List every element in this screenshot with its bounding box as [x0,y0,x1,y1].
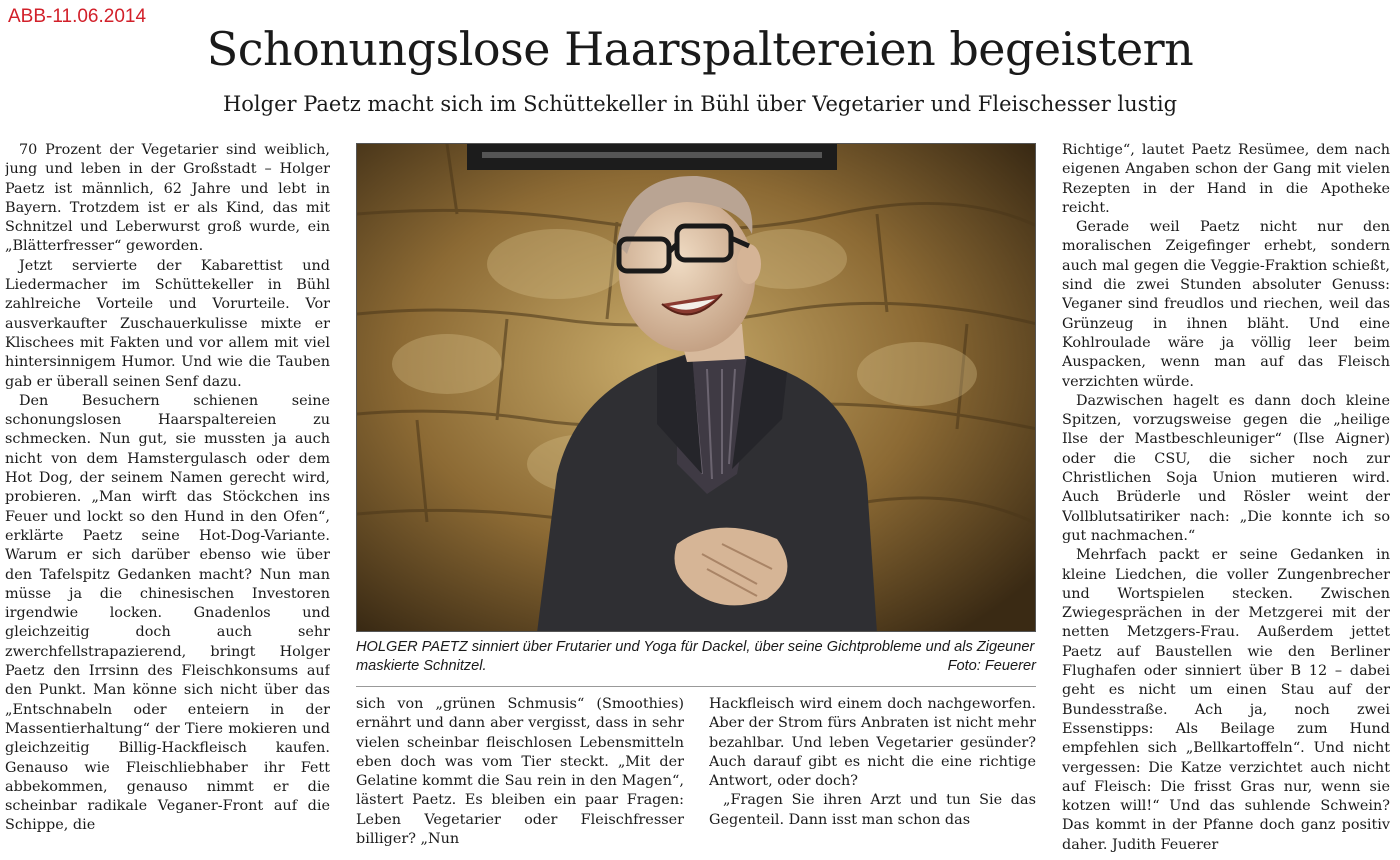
article-column-2 [356,695,684,855]
paragraph: Mehrfach packt er seine Gedanken in kleine Liedchen, die voller Zungenbrecher und Wortspielen stecken. Zwischen Zwiegesprächen in der Metzgerei mit der netten Metzgers-Frau. Außerdem jettet Paetz auf Baustellen wie den Berliner Flughafen oder sinniert über B 12 – dabei geht es nicht um einen Stau auf der Bundesstraße. Ach ja, noch zwei Essenstipps: Als Beilage zum Hund empfehlen sich „Bellkartoffeln“. Und nicht vergessen: Die Katze verzichtet auch nicht auf Fleisch: Die frisst Gras nur, wenn sie kotzen will!“ Und das suhlende Schwein? Das kommt in der Pfanne doch ganz positiv daher. Judith Feuerer [1062,547,1390,853]
paragraph: sich von „grünen Schmusis“ (Smoothies) ernährt und dann aber vergisst, dass in sehr vielen scheinbar fleischlosen Lebensmitteln eben doch was vom Tier steckt. „Mit der Gelatine kommt die Sau rein in den Magen“, lästert Paetz. Es bleiben ein paar Fragen: Leben Vegetarier oder Fleischfresser billiger? „Nun [356,696,684,848]
paragraph: „Fragen Sie ihren Arzt und tun Sie das Gegenteil. Dann isst man schon das [709,792,1036,828]
photo-credit: Foto: Feuerer [947,658,1036,674]
article-column-1 [5,141,330,856]
article-column-3 [709,695,1036,855]
paragraph: Gerade weil Paetz nicht nur den moralischen Zeigefinger erhebt, sondern auch mal gegen die Veggie-Fraktion schießt, sind die zwei Stunden absoluter Genuss: Veganer sind freudlos und riechen, weil das Grünzeug in ihnen bläht. Und eine Kohlroulade wäre ja völlig leer beim Auspacken, wenn man auf das Fleisch verzichten würde. [1062,219,1390,390]
caption-divider [356,686,1036,687]
paragraph: Dazwischen hagelt es dann doch kleine Spitzen, vorzugsweise gegen die „heilige Ilse der Mastbeschleuniger“ (Ilse Aigner) oder die CSU, die sicher noch zur Christlichen Soja Union mutieren wird. Auch Brüderle und Rösler weint der Vollblutsatiriker nach: „Die konnte ich so gut nachmachen.“ [1062,392,1390,544]
subheadline: Holger Paetz macht sich im Schüttekeller in Bühl über Vegetarier und Fleischesser lustig [222,92,1178,116]
paragraph: Jetzt servierte der Kabarettist und Liedermacher im Schüttekeller in Bühl zahlreiche Vorteile und Vorurteile. Vor ausverkaufter Zuschauerkulisse mixte er Klischees mit Fakten und vor allem mit viel hintersinnigem Humor. Und wie die Tauben gab er überall seinen Senf dazu. [5,257,330,390]
caption-text: HOLGER PAETZ sinniert über Frutarier und Yoga für Dackel, über seine Gichtprobleme und als Zigeuner maskierte Schnitzel. [356,639,1035,674]
paragraph: Den Besuchern schienen seine schonungslosen Haarspaltereien zu schmecken. Nun gut, sie mussten ja auch nicht von dem Hamstergulasch oder dem Hot Dog, der seinem Namen gerecht wird, probieren. „Man wirft das Stöckchen ins Feuer und lockt so den Hund in den Ofen“, erklärte Paetz seine Hot-Dog-Variante. Warum er sich darüber ebenso wie über den Tafelspitz Gedanken macht? Nun man müsse ja die chinesischen Investoren irgendwie locken. Gnadenlos und gleichzeitig doch auch sehr zwerchfellstrapazierend, bringt Holger Paetz den Irrsinn des Fleischkonsums auf den Punkt. Man könne sich nicht über das „Entschnabeln oder enteiern in der Massentierhaltung“ der Tiere mokieren und gleichzeitig Billig-Hackfleisch kaufen. Genauso wie Fleischliebhaber ihr Fett abbekommen, genauso nimmt er die scheinbar radikale Veganer-Front auf die Schippe, die [5,392,330,834]
paragraph: Hackfleisch wird einem doch nachgeworfen. Aber der Strom fürs Anbraten ist nicht mehr bezahlbar. Und leben Vegetarier gesünder? Auch darauf gibt es nicht die eine richtige Antwort, oder doch? [709,696,1036,790]
article-column-4 [1062,141,1390,856]
paragraph: Richtige“, lautet Paetz Resümee, dem nach eigenen Angaben schon der Gang mit vielen Rezepten in der Hand in die Apotheke reicht. [1062,142,1390,216]
headline: Schonungslose Haarspaltereien begeistern [206,22,1194,76]
photo-caption [356,638,1036,676]
article-photo [356,143,1036,632]
paragraph: 70 Prozent der Vegetarier sind weiblich, jung und leben in der Großstadt – Holger Paetz ist männlich, 62 Jahre und lebt in Bayern. Trotzdem ist er als Kind, das mit Schnitzel und Leberwurst groß wurde, ein „Blätterfresser“ geworden. [5,142,330,255]
source-tag: ABB-11.06.2014 [8,6,147,27]
